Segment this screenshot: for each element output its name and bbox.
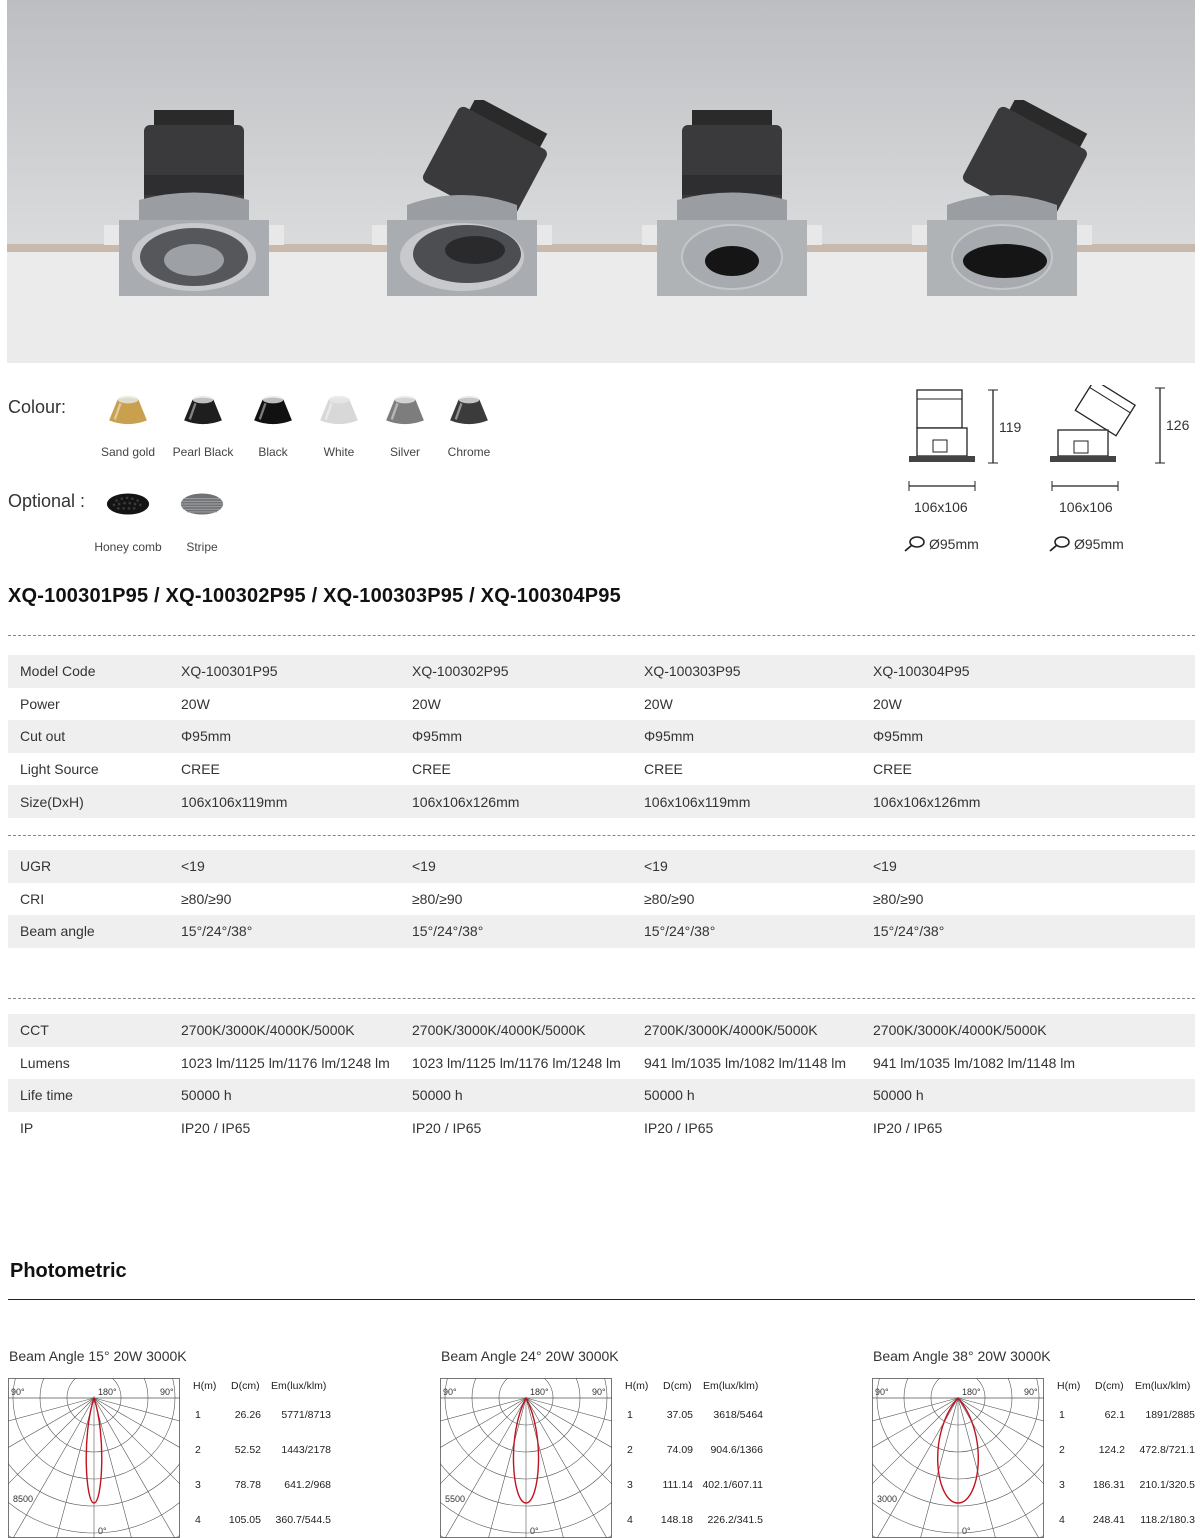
spec-value: 2700K/3000K/4000K/5000K (412, 1014, 644, 1047)
illuminance-cell: 1891/2885 (1145, 1409, 1195, 1421)
illuminance-header: Em(lux/klm) (271, 1380, 327, 1392)
dimension-diagram-tilted (1040, 385, 1185, 495)
cutout-icon (903, 535, 925, 553)
photometric-panel (440, 1348, 840, 1535)
reflector-cone-icon (251, 392, 295, 426)
colour-swatch-sand-gold (93, 392, 163, 459)
reflector-cone-icon (447, 392, 491, 426)
illuminance-cell: 4 (195, 1514, 201, 1526)
polar-label: 3000 (877, 1494, 898, 1504)
illuminance-cell: 904.6/1366 (710, 1444, 763, 1456)
size-value: 106x106 (1059, 499, 1113, 515)
reflector-cone-icon (317, 392, 361, 426)
polar-label: 0° (962, 1526, 971, 1536)
spec-label: IP (20, 1120, 34, 1137)
photometric-rule (8, 1299, 1195, 1300)
spec-row (8, 785, 1195, 818)
illuminance-cell: 3618/5464 (713, 1409, 763, 1421)
spec-row (8, 883, 1195, 916)
spec-value: 15°/24°/38° (873, 915, 1195, 948)
honeycomb-label: Honey comb (94, 540, 162, 554)
illuminance-cell: 4 (627, 1514, 633, 1526)
dimension-diagram-straight (895, 385, 1035, 495)
illuminance-cell: 248.41 (1092, 1514, 1125, 1526)
spec-value: ≥80/≥90 (644, 890, 695, 907)
illuminance-cell: 37.05 (666, 1409, 693, 1421)
spec-label: CRI (20, 890, 45, 907)
spec-label: Lumens (20, 1054, 70, 1071)
photometric-title: Photometric (10, 1260, 127, 1282)
spec-row (8, 915, 1195, 948)
polar-label: 90° (11, 1387, 25, 1397)
spec-label: Life time (8, 1079, 181, 1112)
colour-label: Colour: (8, 397, 67, 417)
illuminance-cell: 118.2/180.3 (1140, 1514, 1195, 1526)
lamp-straight-reflector (99, 100, 289, 300)
spec-value: XQ-100304P95 (873, 655, 1195, 688)
spec-value: 50000 h (412, 1079, 644, 1112)
photometric-panel-title: Beam Angle 15° 20W 3000K (9, 1348, 187, 1364)
illuminance-cell: 1 (627, 1409, 633, 1421)
spec-value: 20W (873, 695, 902, 712)
colour-name: Black (258, 445, 288, 459)
illuminance-cell: 111.14 (662, 1479, 693, 1491)
spec-value: IP20 / IP65 (644, 1120, 714, 1137)
spec-row (8, 850, 1195, 883)
cutout-value: Ø95mm (1074, 536, 1124, 552)
spec-value: 2700K/3000K/4000K/5000K (873, 1014, 1195, 1047)
colour-swatch-black (238, 392, 308, 459)
colour-name: Chrome (447, 445, 491, 459)
height-value: 119 (999, 419, 1022, 435)
series-title: XQ-100301P95 / XQ-100302P95 / XQ-100303P95 / XQ-100304P95 (8, 585, 621, 607)
spec-row (8, 1079, 1195, 1112)
spec-value: 50000 h (644, 1079, 873, 1112)
illuminance-cell: 3 (627, 1479, 633, 1491)
polar-label: 90° (592, 1387, 606, 1397)
illuminance-cell: 1 (1059, 1409, 1065, 1421)
illuminance-cell: 62.1 (1104, 1409, 1125, 1421)
optional-label: Optional : (8, 491, 86, 511)
illuminance-cell: 1443/2178 (281, 1444, 331, 1456)
spec-label: UGR (8, 850, 181, 883)
illuminance-header: D(cm) (1095, 1380, 1124, 1392)
spec-value: 20W (644, 695, 673, 712)
size-value: 106x106 (914, 499, 968, 515)
spec-row (8, 1047, 1195, 1080)
spec-row (8, 655, 1195, 688)
polar-label: 90° (875, 1387, 889, 1397)
divider (8, 635, 1195, 636)
spec-value: CREE (644, 761, 683, 778)
spec-label: Cut out (8, 720, 181, 753)
spec-table-performance (8, 1014, 1195, 1144)
illuminance-cell: 1 (195, 1409, 201, 1421)
illuminance-cell: 78.78 (234, 1479, 261, 1491)
illuminance-cell: 26.26 (234, 1409, 261, 1421)
photometric-panel (8, 1348, 408, 1535)
colour-name: Pearl Black (172, 445, 234, 459)
polar-label: 8500 (13, 1494, 34, 1504)
spec-value: <19 (412, 850, 644, 883)
illuminance-header: D(cm) (663, 1380, 692, 1392)
illuminance-header: H(m) (1057, 1380, 1081, 1392)
illuminance-cell: 5771/8713 (281, 1409, 331, 1421)
illuminance-cell: 3 (1059, 1479, 1065, 1491)
illuminance-cell: 105.05 (228, 1514, 261, 1526)
colour-swatch-white (304, 392, 374, 459)
spec-value: <19 (873, 850, 1195, 883)
colour-name: White (323, 445, 355, 459)
spec-value: <19 (644, 850, 873, 883)
lamp-tilted-pinhole (907, 100, 1097, 300)
spec-value: Φ95mm (412, 720, 644, 753)
polar-label: 90° (1024, 1387, 1038, 1397)
colour-name: Silver (389, 445, 420, 459)
illuminance-header: Em(lux/klm) (1135, 1380, 1191, 1392)
spec-value: 15°/24°/38° (644, 915, 873, 948)
spec-value: CREE (873, 761, 912, 778)
polar-label: 0° (98, 1526, 107, 1536)
illuminance-cell: 360.7/544.5 (275, 1514, 331, 1526)
spec-value: 15°/24°/38° (412, 915, 644, 948)
spec-value: 20W (181, 695, 210, 712)
illuminance-cell: 210.1/320.5 (1139, 1479, 1195, 1491)
spec-value: 941 lm/1035 lm/1082 lm/1148 lm (644, 1054, 847, 1071)
spec-value: 20W (412, 695, 441, 712)
illuminance-cell: 2 (627, 1444, 633, 1456)
spec-value: 1023 lm/1125 lm/1176 lm/1248 lm (412, 1054, 621, 1071)
polar-label: 180° (530, 1387, 549, 1397)
spec-value: IP20 / IP65 (873, 1120, 943, 1137)
illuminance-cell: 2 (1059, 1444, 1065, 1456)
illuminance-cell: 2 (195, 1444, 201, 1456)
spec-value: XQ-100303P95 (644, 655, 873, 688)
cutout-icon (1048, 535, 1070, 553)
polar-label: 90° (160, 1387, 174, 1397)
photometric-panel-title: Beam Angle 38° 20W 3000K (873, 1348, 1051, 1364)
spec-value: 15°/24°/38° (181, 915, 412, 948)
spec-label: Power (20, 695, 60, 712)
honeycomb-icon (106, 487, 150, 521)
illuminance-cell: 402.1/607.11 (702, 1479, 763, 1491)
illuminance-cell: 3 (195, 1479, 201, 1491)
illuminance-cell: 4 (1059, 1514, 1065, 1526)
stripe-icon (180, 487, 224, 521)
product-hero-image (7, 0, 1195, 363)
polar-label: 5500 (445, 1494, 466, 1504)
spec-value: 106x106x119mm (181, 785, 412, 818)
spec-value: 50000 h (181, 1079, 412, 1112)
polar-label: 90° (443, 1387, 457, 1397)
spec-value: CREE (412, 761, 451, 778)
illuminance-header: D(cm) (231, 1380, 260, 1392)
reflector-cone-icon (181, 392, 225, 426)
spec-label: Light Source (20, 761, 99, 778)
colour-name: Sand gold (100, 445, 156, 459)
divider (8, 835, 1195, 836)
spec-label: Beam angle (8, 915, 181, 948)
spec-value: 106x106x126mm (412, 785, 644, 818)
spec-value: IP20 / IP65 (412, 1120, 482, 1137)
spec-table-general (8, 655, 1195, 818)
lamp-tilted-reflector (367, 100, 557, 300)
spec-value: Φ95mm (873, 720, 1195, 753)
spec-value: 106x106x126mm (873, 785, 1195, 818)
cutout-value: Ø95mm (929, 536, 979, 552)
spec-value: ≥80/≥90 (412, 890, 463, 907)
reflector-cone-icon (106, 392, 150, 426)
illuminance-header: H(m) (625, 1380, 649, 1392)
reflector-cone-icon (383, 392, 427, 426)
illuminance-cell: 641.2/968 (284, 1479, 331, 1491)
spec-value: Φ95mm (181, 720, 412, 753)
spec-value: 50000 h (873, 1079, 1195, 1112)
dimension-drawing-straight (895, 385, 1035, 560)
lamp-straight-pinhole (637, 100, 827, 300)
spec-row (8, 720, 1195, 753)
polar-label: 0° (530, 1526, 539, 1536)
spec-value: <19 (181, 850, 412, 883)
polar-candela-diagram (872, 1378, 1044, 1538)
spec-row (8, 1112, 1195, 1145)
colour-swatch-silver (370, 392, 440, 459)
spec-label: Model Code (8, 655, 181, 688)
dimension-drawing-tilted (1040, 385, 1200, 560)
spec-table-optical (8, 850, 1195, 948)
stripe-label: Stripe (186, 540, 218, 554)
illuminance-cell: 148.18 (660, 1514, 693, 1526)
polar-label: 180° (98, 1387, 117, 1397)
spec-value: 2700K/3000K/4000K/5000K (181, 1014, 412, 1047)
spec-value: IP20 / IP65 (181, 1120, 251, 1137)
optional-honeycomb (93, 487, 163, 554)
colour-swatch-chrome (434, 392, 504, 459)
spec-row (8, 753, 1195, 786)
illuminance-cell: 472.8/721.1 (1139, 1444, 1195, 1456)
illuminance-cell: 74.09 (666, 1444, 693, 1456)
photometric-panel-title: Beam Angle 24° 20W 3000K (441, 1348, 619, 1364)
spec-value: ≥80/≥90 (873, 890, 924, 907)
spec-row (8, 688, 1195, 721)
spec-label: Size(DxH) (8, 785, 181, 818)
spec-value: XQ-100301P95 (181, 655, 412, 688)
spec-value: 1023 lm/1125 lm/1176 lm/1248 lm (181, 1054, 390, 1071)
illuminance-cell: 186.31 (1092, 1479, 1125, 1491)
illuminance-cell: 52.52 (234, 1444, 261, 1456)
polar-candela-diagram (8, 1378, 180, 1538)
spec-value: 941 lm/1035 lm/1082 lm/1148 lm (873, 1054, 1076, 1071)
spec-label: CCT (8, 1014, 181, 1047)
optional-stripe (167, 487, 237, 554)
spec-value: XQ-100302P95 (412, 655, 644, 688)
polar-candela-diagram (440, 1378, 612, 1538)
polar-label: 180° (962, 1387, 981, 1397)
height-value: 126 (1166, 417, 1190, 433)
spec-value: Φ95mm (644, 720, 873, 753)
divider (8, 998, 1195, 999)
spec-row (8, 1014, 1195, 1047)
illuminance-header: Em(lux/klm) (703, 1380, 759, 1392)
spec-value: ≥80/≥90 (181, 890, 232, 907)
colour-swatch-pearl-black (168, 392, 238, 459)
illuminance-cell: 226.2/341.5 (707, 1514, 763, 1526)
spec-value: CREE (181, 761, 220, 778)
illuminance-header: H(m) (193, 1380, 217, 1392)
photometric-panel (872, 1348, 1200, 1535)
illuminance-cell: 124.2 (1098, 1444, 1125, 1456)
spec-value: 2700K/3000K/4000K/5000K (644, 1014, 873, 1047)
spec-value: 106x106x119mm (644, 785, 873, 818)
